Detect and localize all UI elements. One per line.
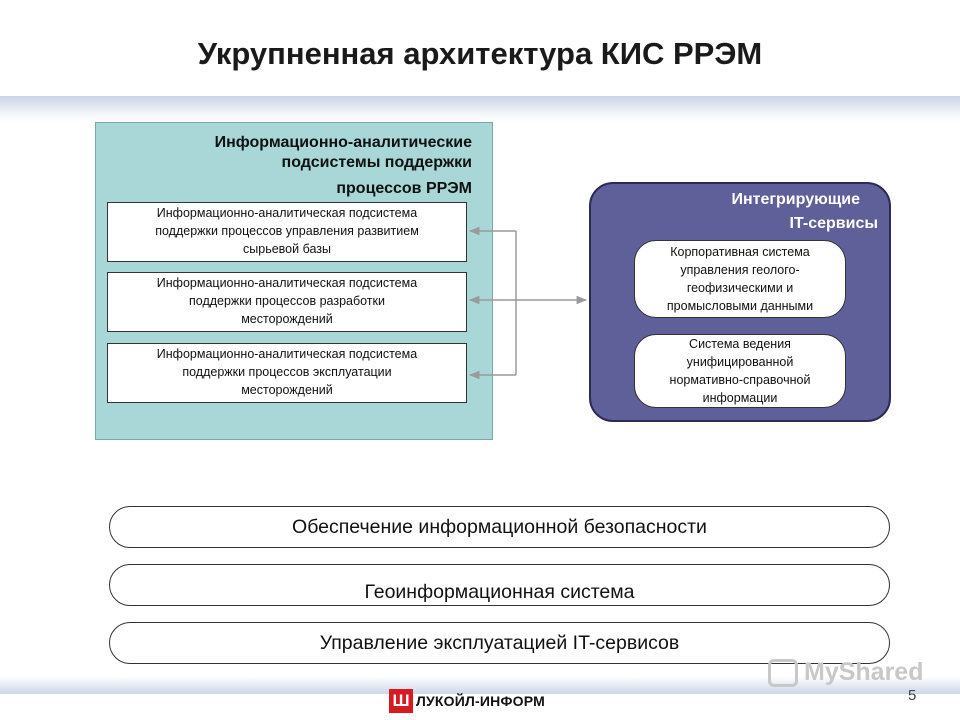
analytics-title-line: Информационно-аналитические (214, 134, 472, 151)
company-logo (389, 688, 545, 714)
subsystem-text-line: месторождений (241, 312, 333, 326)
it-services-title-line: Интегрирующие (731, 191, 860, 208)
service-text-line: унифицированной (686, 355, 794, 369)
logo-text: ЛУКОЙЛ-ИНФОРМ (416, 693, 545, 709)
service-text-line: нормативно-справочной (669, 373, 811, 387)
subsystem-text-line: поддержки процессов разработки (189, 294, 385, 308)
subsystem-text-line: Информационно-аналитическая подсистема (156, 276, 418, 290)
bar-geoinformation-system: Геоинформационная система (109, 564, 890, 606)
subsystem-text-line: поддержки процессов управления развитием (155, 224, 419, 238)
subsystem-text-line: поддержки процессов эксплуатации (182, 365, 392, 379)
page-number: 5 (908, 687, 917, 704)
service-text-line: управления геолого- (680, 263, 800, 277)
bar-it-service-management: Управление эксплуатацией IT-сервисов (109, 622, 890, 664)
analytics-title-line: процессов РРЭМ (336, 180, 472, 197)
analytics-title-line: подсистемы поддержки (281, 154, 472, 171)
subsystem-text-line: сырьевой базы (243, 242, 331, 256)
service-text-line: геофизическими и (686, 281, 794, 295)
subsystem-text-line: месторождений (241, 383, 333, 397)
slide-title: Укрупненная архитектура КИС РРЭМ (197, 36, 763, 71)
bar-information-security: Обеспечение информационной безопасности (109, 506, 890, 548)
service-text-line: Корпоративная система (670, 245, 810, 259)
subsystem-text-line: Информационно-аналитическая подсистема (156, 347, 418, 361)
service-box-geodata (634, 240, 846, 318)
service-box-reference-data (634, 334, 846, 408)
logo-mark: Ш (389, 689, 413, 713)
service-text-line: Система ведения (689, 337, 791, 351)
presentation-icon (768, 659, 798, 687)
service-text-line: информации (702, 391, 778, 405)
watermark (768, 658, 923, 687)
watermark-text: MyShared (804, 658, 924, 686)
subsystem-text-line: Информационно-аналитическая подсистема (156, 206, 418, 220)
it-services-title-line: IT-сервисы (789, 215, 878, 232)
service-text-line: промысловыми данными (666, 299, 814, 313)
it-services-title (640, 188, 878, 236)
